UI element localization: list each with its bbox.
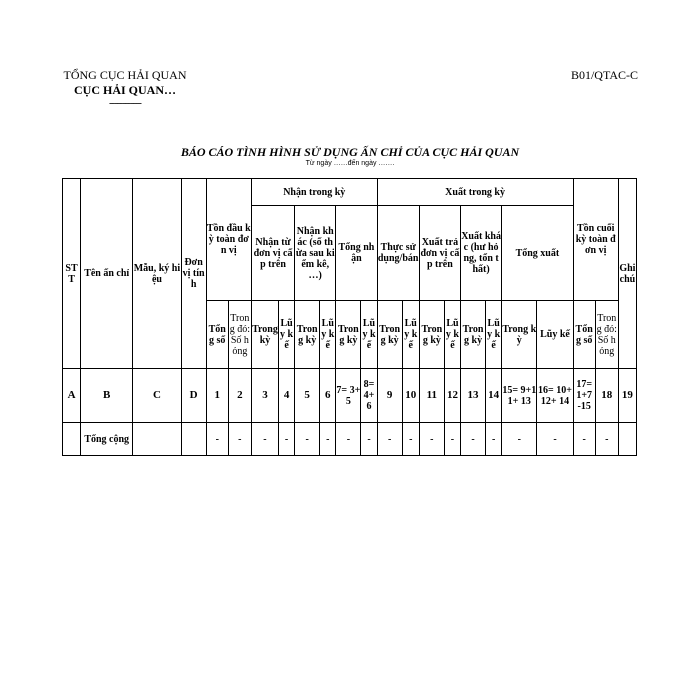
total-cell: - bbox=[486, 423, 502, 456]
total-cell: - bbox=[279, 423, 295, 456]
index-cell: 15= 9+11+ 13 bbox=[502, 369, 537, 423]
total-cell: - bbox=[251, 423, 278, 456]
org-line-2: CỤC HẢI QUAN… bbox=[74, 83, 176, 97]
col-ton-cuoi-ky: Tồn cuối kỳ toàn đơn vị bbox=[573, 179, 618, 301]
sub-tong-so: Tổng số bbox=[573, 301, 595, 369]
sub-luy-ke: Lũy kế bbox=[320, 301, 336, 369]
sub-tong-so: Tổng số bbox=[206, 301, 228, 369]
col-ten-an-chi: Tên ấn chỉ bbox=[81, 179, 133, 369]
sub-trong-ky: Trong kỳ bbox=[419, 301, 444, 369]
sub-luy-ke: Lũy kế bbox=[402, 301, 419, 369]
total-label: Tổng cộng bbox=[81, 423, 133, 456]
col-don-vi-tinh: Đơn vị tính bbox=[181, 179, 206, 369]
index-cell: C bbox=[133, 369, 181, 423]
report-period: Từ ngày ……đến ngày ……. bbox=[305, 160, 395, 167]
index-cell: 4 bbox=[279, 369, 295, 423]
total-cell bbox=[181, 423, 206, 456]
organization-header bbox=[40, 68, 210, 108]
col-tong-xuat: Tổng xuất bbox=[502, 206, 573, 301]
index-cell: 17= 1+7 -15 bbox=[573, 369, 595, 423]
total-cell: - bbox=[402, 423, 419, 456]
index-cell: 14 bbox=[486, 369, 502, 423]
report-table bbox=[62, 178, 637, 456]
index-cell: 11 bbox=[419, 369, 444, 423]
org-rule: ------------ bbox=[109, 97, 141, 109]
sub-trong-ky: Trong kỳ bbox=[460, 301, 485, 369]
col-thuc-su-dung: Thực sử dụng/bán bbox=[377, 206, 419, 301]
org-line-1: TỔNG CỤC HẢI QUAN bbox=[63, 68, 187, 82]
total-cell: - bbox=[377, 423, 402, 456]
sub-luy-ke: Lũy kế bbox=[537, 301, 573, 369]
total-cell: - bbox=[206, 423, 228, 456]
total-cell: - bbox=[361, 423, 377, 456]
sub-trong-ky: Trong kỳ bbox=[377, 301, 402, 369]
index-cell: 3 bbox=[251, 369, 278, 423]
col-ton-dau-ky: Tồn đầu kỳ toàn đơn vị bbox=[206, 179, 251, 301]
total-cell: - bbox=[537, 423, 573, 456]
col-nhan-khac: Nhận khác (số thừa sau kiểm kê, …) bbox=[295, 206, 336, 301]
index-cell: A bbox=[63, 369, 81, 423]
index-row bbox=[63, 369, 637, 423]
sub-trong-ky: Trong kỳ bbox=[502, 301, 537, 369]
col-nhan-tu-cap-tren: Nhận từ đơn vị cấp trên bbox=[251, 206, 294, 301]
sub-luy-ke: Lũy kế bbox=[279, 301, 295, 369]
sub-trong-ky: Trong kỳ bbox=[295, 301, 320, 369]
index-cell: 8= 4+ 6 bbox=[361, 369, 377, 423]
total-row bbox=[63, 423, 637, 456]
total-cell: - bbox=[502, 423, 537, 456]
total-stt bbox=[63, 423, 81, 456]
col-tong-nhan: Tổng nhận bbox=[336, 206, 377, 301]
report-title: BÁO CÁO TÌNH HÌNH SỬ DỤNG ẤN CHỈ CỦA CỤC HẢI QUAN bbox=[180, 145, 520, 159]
col-nhan-trong-ky: Nhận trong kỳ bbox=[251, 179, 377, 206]
index-cell: B bbox=[81, 369, 133, 423]
col-xuat-khac: Xuất khác (hư hỏng, tổn thất) bbox=[460, 206, 501, 301]
col-mau-ky-hieu: Mẫu, ký hiệu bbox=[133, 179, 181, 369]
index-cell: D bbox=[181, 369, 206, 423]
sub-luy-ke: Lũy kế bbox=[444, 301, 460, 369]
index-cell: 19 bbox=[618, 369, 636, 423]
col-ghi-chu: Ghi chú bbox=[618, 179, 636, 369]
index-cell: 16= 10+12+ 14 bbox=[537, 369, 573, 423]
col-stt: STT bbox=[63, 179, 81, 369]
index-cell: 18 bbox=[595, 369, 618, 423]
index-cell: 12 bbox=[444, 369, 460, 423]
total-cell: - bbox=[295, 423, 320, 456]
index-cell: 13 bbox=[460, 369, 485, 423]
header-row-1 bbox=[63, 179, 637, 206]
sub-trong-do-so-hong: Trong đó: Số hỏng bbox=[228, 301, 251, 369]
total-cell: - bbox=[419, 423, 444, 456]
total-cell bbox=[133, 423, 181, 456]
total-cell: - bbox=[228, 423, 251, 456]
col-xuat-tra: Xuất trả đơn vị cấp trên bbox=[419, 206, 460, 301]
total-cell: - bbox=[573, 423, 595, 456]
index-cell: 5 bbox=[295, 369, 320, 423]
total-cell bbox=[618, 423, 636, 456]
sub-trong-ky: Trong kỳ bbox=[251, 301, 278, 369]
index-cell: 1 bbox=[206, 369, 228, 423]
index-cell: 9 bbox=[377, 369, 402, 423]
sub-luy-ke: Lũy kế bbox=[486, 301, 502, 369]
total-cell: - bbox=[595, 423, 618, 456]
total-cell: - bbox=[336, 423, 361, 456]
sub-luy-ke: Lũy kế bbox=[361, 301, 377, 369]
form-code: B01/QTAC-C bbox=[570, 68, 638, 82]
index-cell: 6 bbox=[320, 369, 336, 423]
total-cell: - bbox=[444, 423, 460, 456]
col-xuat-trong-ky: Xuất trong kỳ bbox=[377, 179, 573, 206]
index-cell: 7= 3+5 bbox=[336, 369, 361, 423]
index-cell: 10 bbox=[402, 369, 419, 423]
index-cell: 2 bbox=[228, 369, 251, 423]
sub-trong-do-so-hong: Trong đó: Số hỏng bbox=[595, 301, 618, 369]
sub-trong-ky: Trong kỳ bbox=[336, 301, 361, 369]
total-cell: - bbox=[320, 423, 336, 456]
total-cell: - bbox=[460, 423, 485, 456]
